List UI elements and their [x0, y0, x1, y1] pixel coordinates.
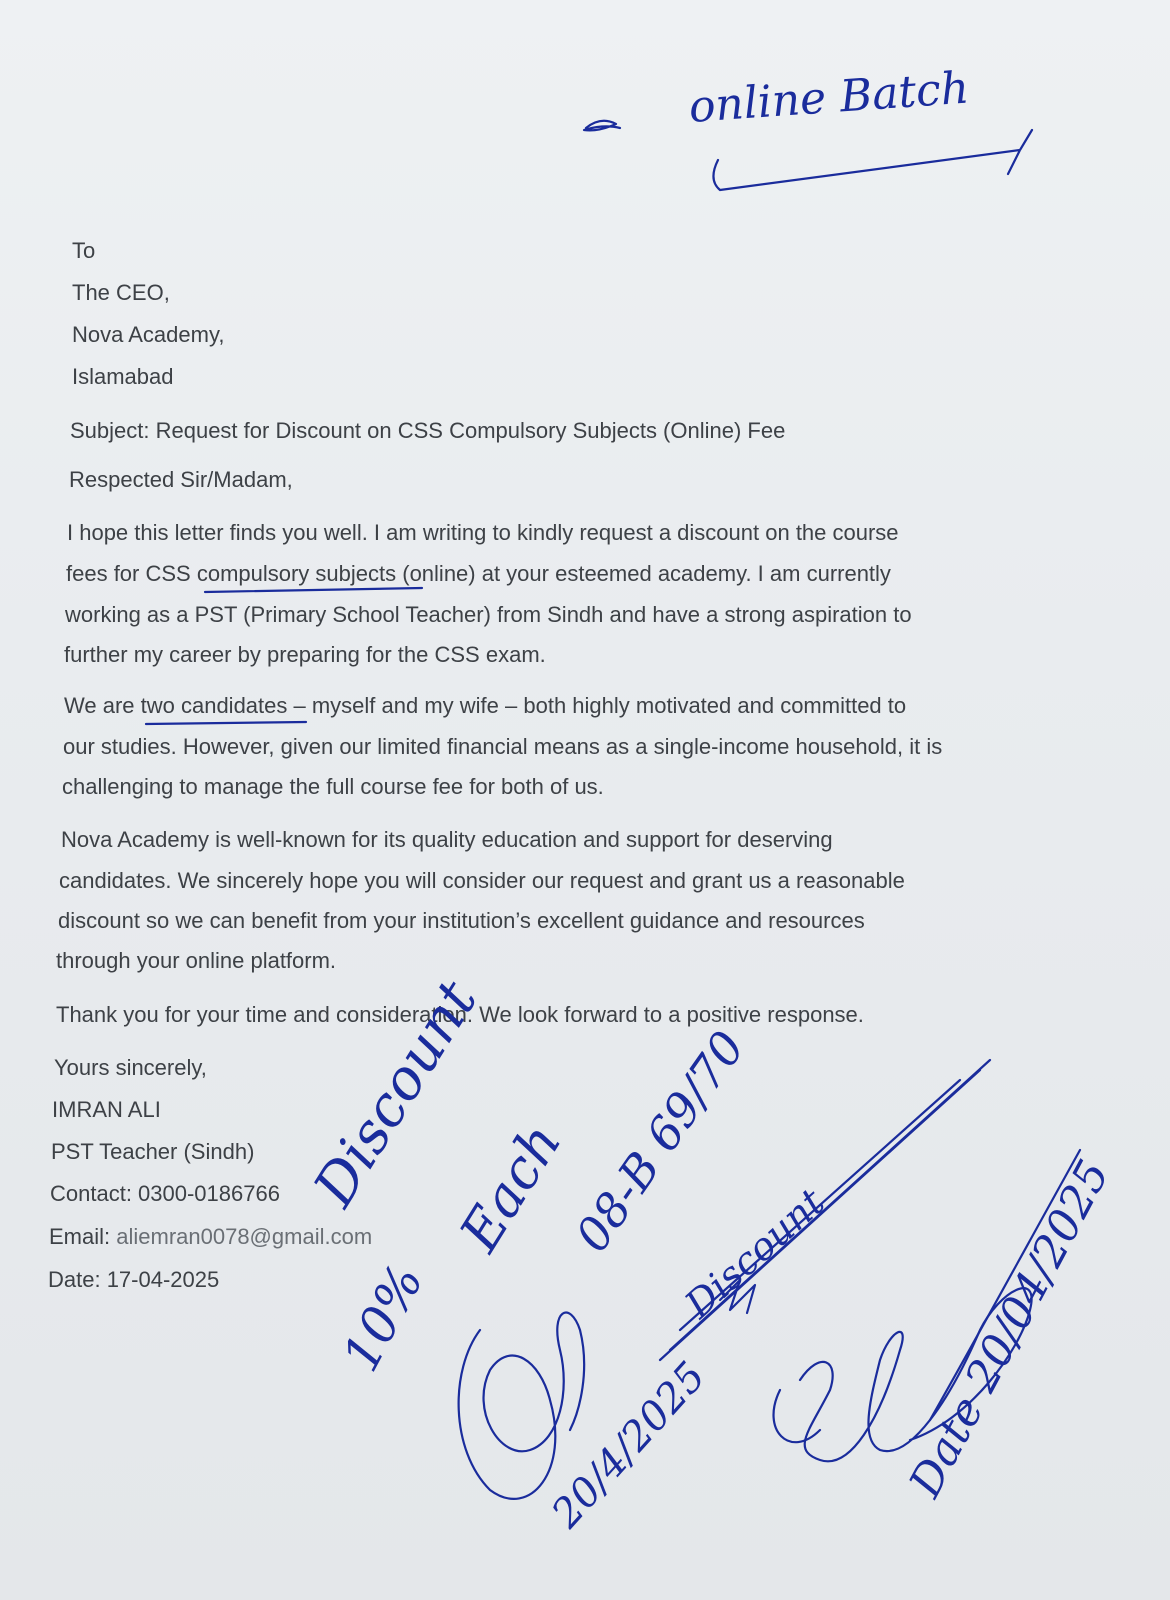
paragraph-3-line: Nova Academy is well-known for its quality education and support for deserving	[61, 827, 833, 852]
recipient-org: Nova Academy,	[72, 322, 225, 347]
paragraph-1-line: further my career by preparing for the CSS exam.	[64, 642, 546, 667]
recipient-city: Islamabad	[72, 364, 174, 389]
underline-compulsory	[205, 588, 422, 592]
paragraph-2-line: challenging to manage the full course fee for both of us.	[62, 774, 604, 799]
paragraph-2-line: our studies. However, given our limited financial means as a single-income household, it is	[63, 734, 943, 759]
salutation: Respected Sir/Madam,	[69, 467, 293, 492]
discount-note: Discount	[301, 969, 491, 1218]
signed-date-note: 20/4/2025	[543, 1353, 715, 1537]
scribble-mark	[584, 121, 620, 131]
recipient-title: The CEO,	[72, 280, 170, 305]
sign-off: Yours sincerely,	[54, 1055, 207, 1080]
email-value: aliemran0078@gmail.com	[116, 1224, 373, 1249]
paragraph-2-line: We are two candidates – myself and my wife – both highly motivated and committed to	[64, 693, 907, 718]
batch-code-note: 08-B 69/70	[564, 1021, 756, 1262]
sender-designation: PST Teacher (Sindh)	[51, 1139, 255, 1164]
letter-date: Date: 17-04-2025	[48, 1267, 220, 1292]
percent-note: 10%	[331, 1255, 435, 1381]
underline-two-candidates	[146, 722, 306, 724]
each-note: Each	[447, 1112, 574, 1262]
paragraph-3-line: candidates. We sincerely hope you will consider our request and grant us a reasonable	[59, 868, 905, 893]
paragraph-3-line: through your online platform.	[56, 948, 337, 973]
online-batch-note: online Batch	[687, 62, 971, 133]
signature-right-flourish	[774, 1390, 820, 1442]
closing-line: Thank you for your time and consideration. We look forward to a positive response.	[56, 1002, 864, 1027]
paragraph-1-line: I hope this letter finds you well. I am writing to kindly request a discount on the course	[67, 520, 899, 545]
signature-left	[459, 1313, 585, 1499]
sender-name: IMRAN ALI	[52, 1097, 161, 1122]
discount-right-note: Discount	[676, 1179, 833, 1327]
arrow-mark	[713, 130, 1032, 190]
to-line: To	[72, 238, 96, 263]
email-label: Email:	[49, 1224, 117, 1249]
paragraph-3-line: discount so we can benefit from your institution’s excellent guidance and resources	[58, 908, 865, 933]
paragraph-1-line: fees for CSS compulsory subjects (online) at your esteemed academy. I am currently	[66, 561, 891, 586]
sender-contact: Contact: 0300-0186766	[50, 1181, 280, 1206]
date-right-note: Date 20/04/2025	[899, 1152, 1120, 1506]
paragraph-1-line: working as a PST (Primary School Teacher) from Sindh and have a strong aspiration to	[65, 602, 912, 627]
subject-line: Subject: Request for Discount on CSS Compulsory Subjects (Online) Fee	[70, 418, 786, 443]
